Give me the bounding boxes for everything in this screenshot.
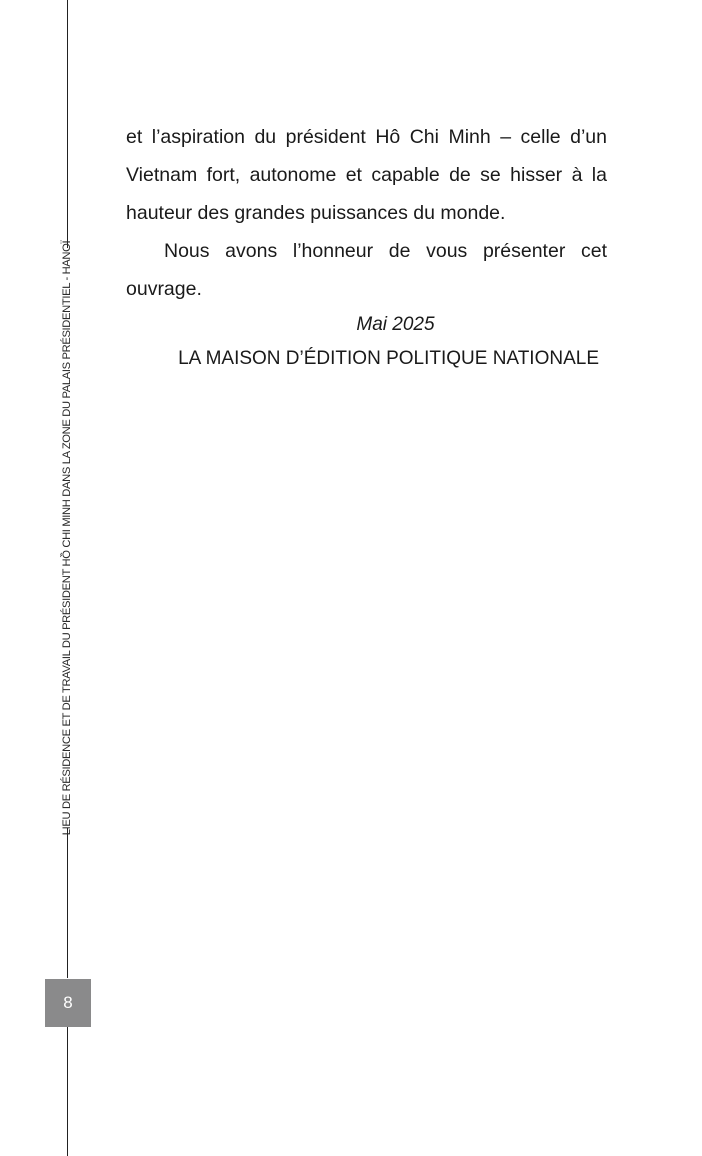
- margin-rule-middle: [67, 828, 68, 978]
- signature-date: [126, 310, 607, 340]
- page-number: 8: [45, 979, 91, 1027]
- margin-rule-bottom: [67, 1027, 68, 1156]
- paragraph-presentation: Nous avons l’honneur de vous présenter cet ouvrage.: [126, 240, 607, 300]
- date-text: Mai 2025: [356, 314, 435, 335]
- body-text: [126, 118, 607, 308]
- margin-rule-top: [67, 0, 68, 248]
- paragraph-continuation: et l’aspiration du président Hô Chi Minh – celle d’un Vietnam fort, autonome et capable de se hisser à la hauteur des grandes puissances du monde.: [126, 126, 607, 224]
- running-head-text: LIEU DE RÉSIDENCE ET DE TRAVAIL DU PRÉSIDENT HỒ CHI MINH DANS LA ZONE DU PALAIS PRÉSIDENTIEL - HANOÏ: [61, 240, 73, 836]
- publisher-signature: LA MAISON D’ÉDITION POLITIQUE NATIONALE: [178, 348, 599, 369]
